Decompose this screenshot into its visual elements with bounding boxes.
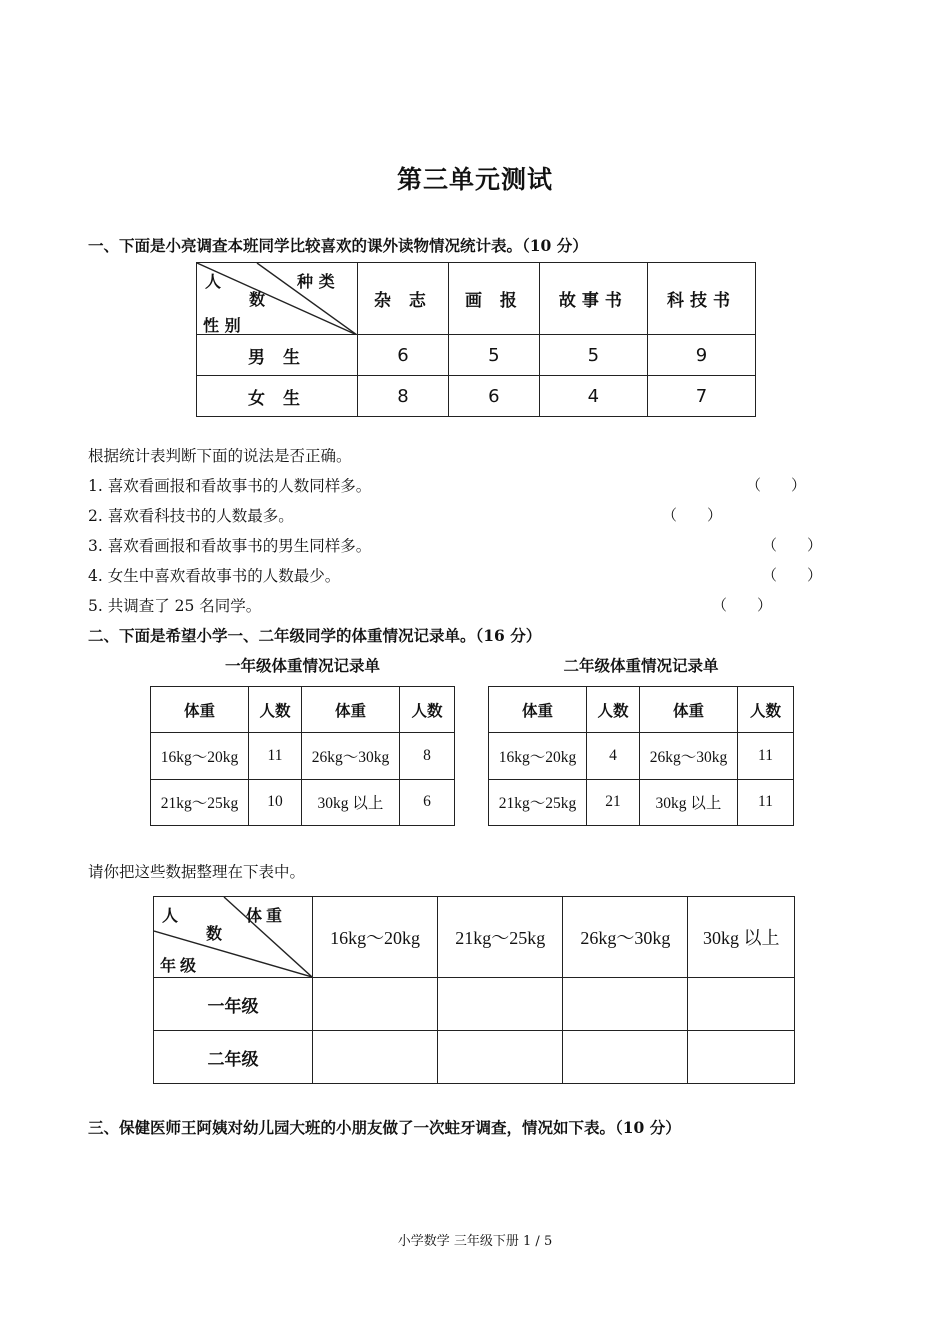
statement-4: 4. 女生中喜欢看故事书的人数最少。 [88, 567, 341, 585]
statement-3: 3. 喜欢看画报和看故事书的男生同样多。 [88, 537, 372, 555]
answer-blank-3[interactable]: （ ） [762, 536, 823, 554]
table-row [489, 779, 794, 825]
corner-label-middle: 数 [249, 290, 266, 309]
table-cell: 30kg 以上 [640, 779, 738, 825]
table-cell: 4 [539, 376, 647, 417]
table-cell: 7 [647, 376, 755, 417]
table-corner-cell [154, 897, 313, 978]
answer-blank-4[interactable]: （ ） [762, 566, 823, 584]
row-header: 女 生 [197, 376, 358, 417]
answer-cell[interactable] [438, 978, 563, 1031]
column-header: 杂 志 [358, 263, 449, 335]
table-row [197, 335, 756, 376]
column-header: 画 报 [448, 263, 539, 335]
corner-label-top-left: 人 [162, 908, 179, 925]
column-header: 体重 [151, 687, 249, 733]
corner-label-bottom-left: 性 别 [203, 316, 241, 335]
row-header: 男 生 [197, 335, 358, 376]
table-row [197, 376, 756, 417]
table-cell: 11 [738, 733, 794, 779]
table-row [151, 779, 455, 825]
table-cell: 4 [587, 733, 640, 779]
corner-label-top-right: 体 重 [246, 908, 283, 925]
table-cell: 30kg 以上 [302, 779, 400, 825]
reading-stats-table [196, 262, 756, 417]
summary-table [153, 896, 795, 1084]
table-corner-cell [197, 263, 358, 335]
answer-cell[interactable] [438, 1031, 563, 1084]
corner-label-top-right: 种 类 [297, 272, 335, 291]
table-cell: 26kg～30kg [640, 733, 738, 779]
answer-blank-2[interactable]: （ ） [662, 506, 723, 524]
corner-label-bottom-left: 年 级 [160, 958, 197, 975]
answer-blank-1[interactable]: （ ） [746, 476, 807, 494]
grade1-caption: 一年级体重情况记录单 [224, 656, 380, 675]
table-cell: 16kg～20kg [489, 733, 587, 779]
statement-1: 1. 喜欢看画报和看故事书的人数同样多。 [88, 477, 372, 495]
table-cell: 21kg～25kg [489, 779, 587, 825]
table-cell: 21kg～25kg [151, 779, 249, 825]
answer-cell[interactable] [313, 1031, 438, 1084]
table-cell: 6 [358, 335, 449, 376]
answer-cell[interactable] [313, 978, 438, 1031]
grade2-caption: 二年级体重情况记录单 [563, 656, 719, 675]
table-row [154, 1031, 795, 1084]
corner-label-top-left: 人 [205, 272, 222, 291]
q1-intro: 根据统计表判断下面的说法是否正确。 [88, 447, 352, 465]
column-header: 人数 [400, 687, 455, 733]
row-header: 一年级 [154, 978, 313, 1031]
grade2-weight-table [488, 686, 794, 826]
column-header: 人数 [587, 687, 640, 733]
table-row [489, 687, 794, 733]
page-footer: 小学数学 三年级下册 1 / 5 [397, 1234, 553, 1249]
column-header: 故事书 [539, 263, 647, 335]
table-row [489, 733, 794, 779]
corner-label-middle: 数 [206, 926, 223, 943]
table-cell: 6 [448, 376, 539, 417]
q1-heading: 一、下面是小亮调查本班同学比较喜欢的课外读物情况统计表。（10 分） [88, 236, 588, 255]
column-header: 体重 [640, 687, 738, 733]
table-row [151, 733, 455, 779]
table-cell: 8 [358, 376, 449, 417]
table-cell: 11 [249, 733, 302, 779]
table-row [154, 978, 795, 1031]
row-header: 二年级 [154, 1031, 313, 1084]
answer-cell[interactable] [688, 978, 795, 1031]
answer-cell[interactable] [563, 1031, 688, 1084]
statement-2: 2. 喜欢看科技书的人数最多。 [88, 507, 294, 525]
column-header: 体重 [489, 687, 587, 733]
column-header: 30kg 以上 [688, 897, 795, 978]
table-cell: 10 [249, 779, 302, 825]
answer-cell[interactable] [688, 1031, 795, 1084]
column-header: 人数 [738, 687, 794, 733]
column-header: 16kg～20kg [313, 897, 438, 978]
table-cell: 5 [539, 335, 647, 376]
statement-5: 5. 共调查了 25 名同学。 [88, 597, 262, 615]
table-cell: 8 [400, 733, 455, 779]
column-header: 人数 [249, 687, 302, 733]
answer-cell[interactable] [563, 978, 688, 1031]
column-header: 体重 [302, 687, 400, 733]
grade1-weight-table [150, 686, 455, 826]
table-cell: 6 [400, 779, 455, 825]
table-cell: 11 [738, 779, 794, 825]
answer-blank-5[interactable]: （ ） [712, 596, 773, 614]
table-cell: 21 [587, 779, 640, 825]
table-row [151, 687, 455, 733]
q2-instruction: 请你把这些数据整理在下表中。 [88, 863, 306, 881]
table-cell: 16kg～20kg [151, 733, 249, 779]
page-title: 第三单元测试 [396, 165, 553, 194]
q2-heading: 二、下面是希望小学一、二年级同学的体重情况记录单。（16 分） [88, 626, 542, 645]
column-header: 科技书 [647, 263, 755, 335]
table-cell: 9 [647, 335, 755, 376]
table-cell: 26kg～30kg [302, 733, 400, 779]
column-header: 26kg～30kg [563, 897, 688, 978]
column-header: 21kg～25kg [438, 897, 563, 978]
table-cell: 5 [448, 335, 539, 376]
q3-heading: 三、保健医师王阿姨对幼儿园大班的小朋友做了一次蛀牙调查，情况如下表。（10 分） [88, 1118, 681, 1137]
